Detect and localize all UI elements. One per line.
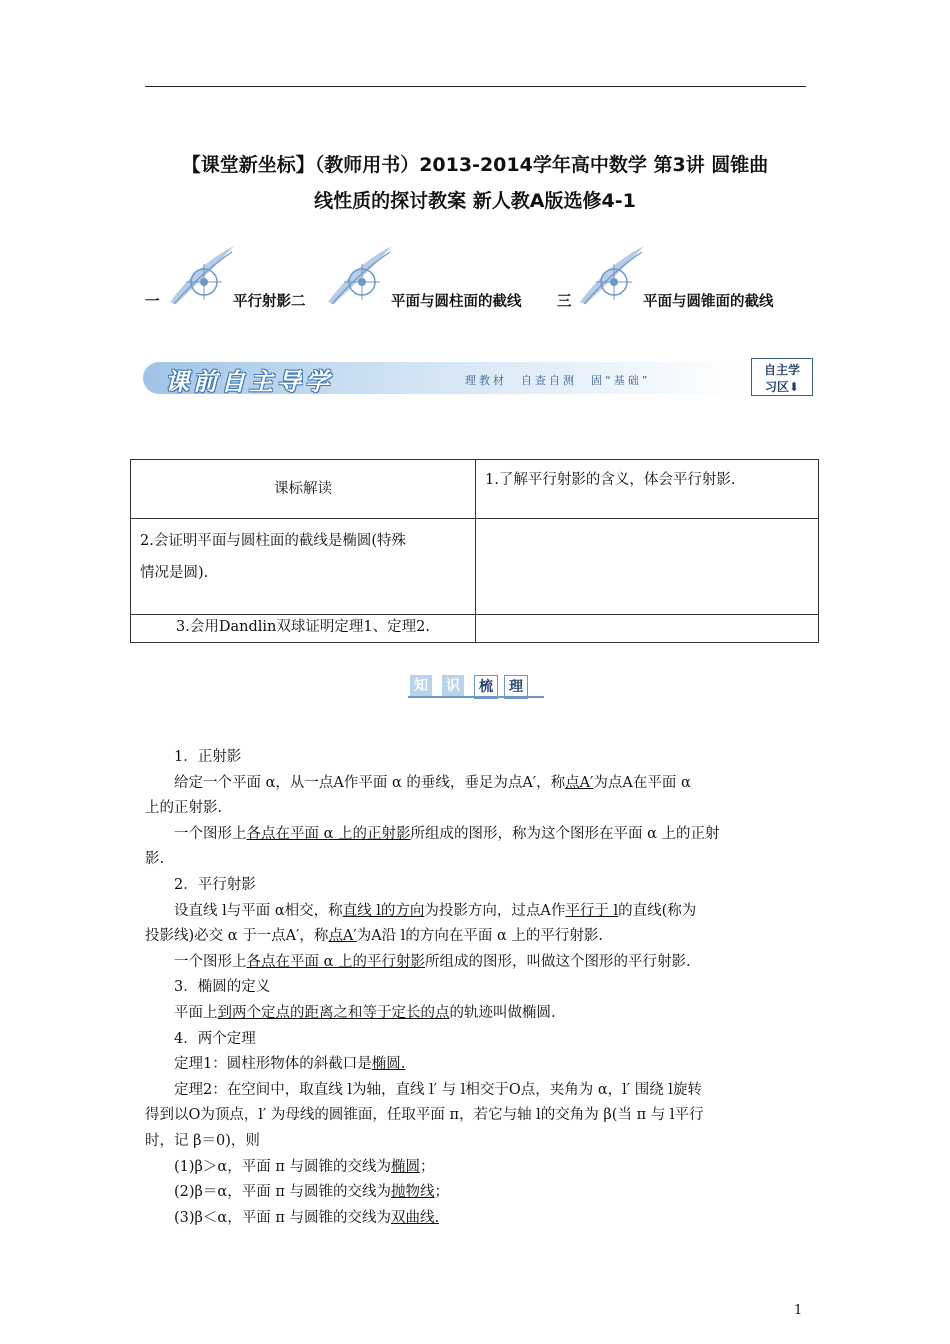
key-term: 椭圆 [390,1158,420,1175]
paragraph [145,899,810,925]
document-title-line-1: 【课堂新坐标】（教师用书）2013-2014学年高中数学 第3讲 圆锥曲 [181,154,769,176]
key-term: 到两个定点的距离之和等于定长的点 [217,1004,450,1021]
table-cell-empty [476,519,819,615]
banner-title: 课前自主导学 [165,367,333,396]
text: 投影线)必交 α 于一点A′，称 [145,928,329,945]
text: 的直线(称为 [618,902,697,919]
paragraph-continuation: 影. [145,851,165,868]
text: (2)β＝α，平面 π 与圆锥的交线为 [174,1184,391,1201]
case-item [145,1155,810,1181]
text: 一个图形上 [174,953,247,970]
text: 为点A在平面 α [593,774,691,791]
paragraph [145,1001,810,1027]
section-list [0,240,950,320]
key-term: 点A′ [328,928,357,945]
section-label: 平面与圆锥面的截线 [643,294,774,310]
table-row [131,460,819,519]
text: 平面上 [174,1004,218,1021]
badge-line-2: 习区⬇ [764,380,800,394]
table-cell-line: 情况是圆). [140,565,209,581]
document-title-line-2: 线性质的探讨教案 新人教A版选修4-1 [314,190,636,212]
section-label: 平面与圆柱面的截线 [391,294,522,310]
text: ； [434,1184,449,1201]
paragraph-continuation [145,924,810,950]
text: 所组成的图形，叫做这个图形的平行射影. [425,953,691,970]
table-row [131,615,819,643]
header-underline [408,696,544,698]
paragraph-continuation: 得到以O为顶点，l′ 为母线的圆锥面，任取平面 π，若它与轴 l的交角为 β(当 π 与 l平行 [145,1107,704,1124]
badge-line-1: 自主学 [763,363,800,377]
header-char: 理 [504,675,528,699]
text: 所组成的图形，称为这个图形在平面 α 上的正射 [410,825,720,842]
paragraph-continuation: 上的正射影. [145,800,223,817]
knowledge-review-header [408,673,544,701]
target-emblem-icon [168,242,236,310]
table-header-cell: 课标解读 [131,460,476,519]
preview-study-banner [143,356,815,400]
paragraph [145,950,810,976]
table-cell-line: 2.会证明平面与圆柱面的截线是椭圆(特殊 [140,533,406,549]
header-rule [145,86,806,87]
section-number: 二 [291,294,306,310]
key-term: 平行于 l [565,902,619,919]
target-emblem-icon [326,242,394,310]
text: ； [419,1158,435,1175]
page-number: 1 [794,1303,803,1318]
text: 为A沿 l的方向在平面 α 上的平行射影. [356,928,604,945]
text: 一个图形上 [174,825,247,842]
section-label: 平行射影 [233,294,291,310]
paragraph-continuation: 时，记 β＝0)，则 [145,1132,260,1149]
paragraph [145,1052,810,1078]
section-number: 一 [145,294,160,310]
key-term: 双曲线. [390,1209,440,1226]
table-cell [131,519,476,615]
section-number: 三 [557,294,572,310]
case-item [145,1180,810,1206]
section-heading: 1．正射影 [174,749,242,765]
target-emblem-icon [578,242,646,310]
key-term: 椭圆. [371,1056,406,1073]
text: (1)β＞α，平面 π 与圆锥的交线为 [174,1158,391,1175]
banner-subtitle: 理教材 自查自测 固“基础” [465,374,651,387]
text: 为投影方向，过点A作 [424,902,566,919]
case-item [145,1206,810,1232]
text: 的轨迹叫做椭圆. [449,1004,556,1021]
section-heading: 2．平行射影 [174,876,256,893]
section-heading: 4．两个定理 [174,1030,256,1047]
key-term: 各点在平面 α 上的正射影 [246,825,411,842]
key-term: 点A′ [565,774,594,791]
header-char: 知 [410,675,432,697]
curriculum-standard-table [130,459,819,643]
self-study-area-badge [751,358,813,396]
header-char: 识 [442,675,464,697]
table-cell: 1.了解平行射影的含义，体会平行射影. [476,460,819,519]
text: (3)β＜α，平面 π 与圆锥的交线为 [174,1209,391,1226]
table-row [131,519,819,615]
paragraph [145,822,810,848]
section-heading: 3．椭圆的定义 [174,979,271,996]
knowledge-content [145,745,810,1231]
key-term: 各点在平面 α 上的平行射影 [246,953,426,970]
paragraph [145,771,810,797]
paragraph: 定理2：在空间中，取直线 l为轴，直线 l′ 与 l相交于O点，夹角为 α，l′ 围绕 l旋转 [174,1081,702,1098]
key-term: 抛物线 [390,1184,435,1201]
text: 设直线 l与平面 α相交，称 [174,902,343,919]
text: 给定一个平面 α，从一点A作平面 α 的垂线，垂足为点A′，称 [174,774,566,791]
text: 定理1：圆柱形物体的斜截口是 [174,1056,372,1073]
table-cell-empty [476,615,819,643]
header-char: 梳 [474,675,498,699]
table-cell: 3.会用Dandlin双球证明定理1、定理2. [131,615,476,643]
key-term: 直线 l的方向 [342,902,425,919]
